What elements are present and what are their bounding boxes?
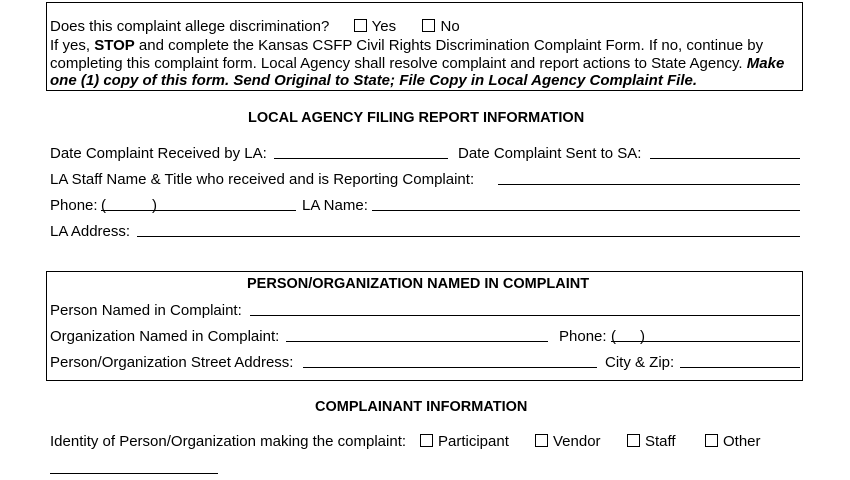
participant-checkbox[interactable] xyxy=(420,434,433,447)
date-sent-label: Date Complaint Sent to SA: xyxy=(458,145,642,162)
staff-label: Staff xyxy=(645,433,676,450)
org-phone-close-paren: ) xyxy=(640,328,645,345)
city-zip-field[interactable] xyxy=(680,367,800,368)
la-phone-open-paren: ( xyxy=(101,197,106,214)
no-label: No xyxy=(440,18,460,35)
la-phone-close-paren: ) xyxy=(152,197,157,214)
organization-named-label: Organization Named in Complaint: xyxy=(50,328,280,345)
stop-text: STOP xyxy=(94,37,135,54)
staff-name-label: LA Staff Name & Title who received and is Reporting Complaint: xyxy=(50,171,475,188)
la-address-label: LA Address: xyxy=(50,223,131,240)
yes-checkbox[interactable] xyxy=(354,19,367,32)
no-checkbox[interactable] xyxy=(422,19,435,32)
vendor-label: Vendor xyxy=(553,433,601,450)
other-option[interactable] xyxy=(705,433,761,450)
discrimination-instructions-line-2 xyxy=(50,55,784,72)
instruction-text: and complete the Kansas CSFP Civil Rights Discrimination Complaint Form. If no, continue by xyxy=(134,37,764,54)
other-checkbox[interactable] xyxy=(705,434,718,447)
la-phone-label: Phone: xyxy=(50,197,98,214)
org-phone-label: Phone: xyxy=(559,328,607,345)
instruction-text: If yes, xyxy=(50,37,95,54)
discrimination-question: Does this complaint allege discrimination? xyxy=(50,18,330,35)
yes-label: Yes xyxy=(371,18,397,35)
other-specify-field[interactable] xyxy=(50,473,218,474)
date-received-field[interactable] xyxy=(274,158,448,159)
la-name-field[interactable] xyxy=(372,210,800,211)
street-address-label: Person/Organization Street Address: xyxy=(50,354,294,371)
discrimination-instructions-line-3: one (1) copy of this form. Send Original to State; File Copy in Local Agency Complaint File. xyxy=(50,72,698,89)
other-label: Other xyxy=(723,433,761,450)
city-zip-label: City & Zip: xyxy=(605,354,675,371)
participant-label: Participant xyxy=(438,433,509,450)
instruction-text: completing this complaint form. Local Agency shall resolve complaint and report actions to State Agency. xyxy=(50,55,747,72)
date-sent-field[interactable] xyxy=(650,158,800,159)
vendor-option[interactable] xyxy=(535,433,601,450)
local-agency-heading: LOCAL AGENCY FILING REPORT INFORMATION xyxy=(248,110,585,126)
make-text: Make xyxy=(746,55,785,72)
discrimination-instructions-line-1 xyxy=(50,37,763,54)
org-phone-open-paren: ( xyxy=(611,328,616,345)
person-org-heading: PERSON/ORGANIZATION NAMED IN COMPLAINT xyxy=(247,276,590,292)
person-named-field[interactable] xyxy=(250,315,800,316)
complainant-identity-row xyxy=(50,433,406,450)
organization-named-field[interactable] xyxy=(286,341,548,342)
discrimination-question-row xyxy=(50,18,460,35)
org-phone-field[interactable] xyxy=(611,341,800,342)
participant-option[interactable] xyxy=(420,433,509,450)
staff-name-field[interactable] xyxy=(498,184,800,185)
date-received-label: Date Complaint Received by LA: xyxy=(50,145,267,162)
la-name-label: LA Name: xyxy=(302,197,368,214)
street-address-field[interactable] xyxy=(303,367,597,368)
staff-option[interactable] xyxy=(627,433,676,450)
staff-checkbox[interactable] xyxy=(627,434,640,447)
vendor-checkbox[interactable] xyxy=(535,434,548,447)
complainant-identity-label: Identity of Person/Organization making the complaint: xyxy=(50,433,407,450)
complainant-heading: COMPLAINANT INFORMATION xyxy=(315,399,528,415)
la-phone-field[interactable] xyxy=(101,210,296,211)
la-address-field[interactable] xyxy=(137,236,800,237)
person-named-label: Person Named in Complaint: xyxy=(50,302,242,319)
